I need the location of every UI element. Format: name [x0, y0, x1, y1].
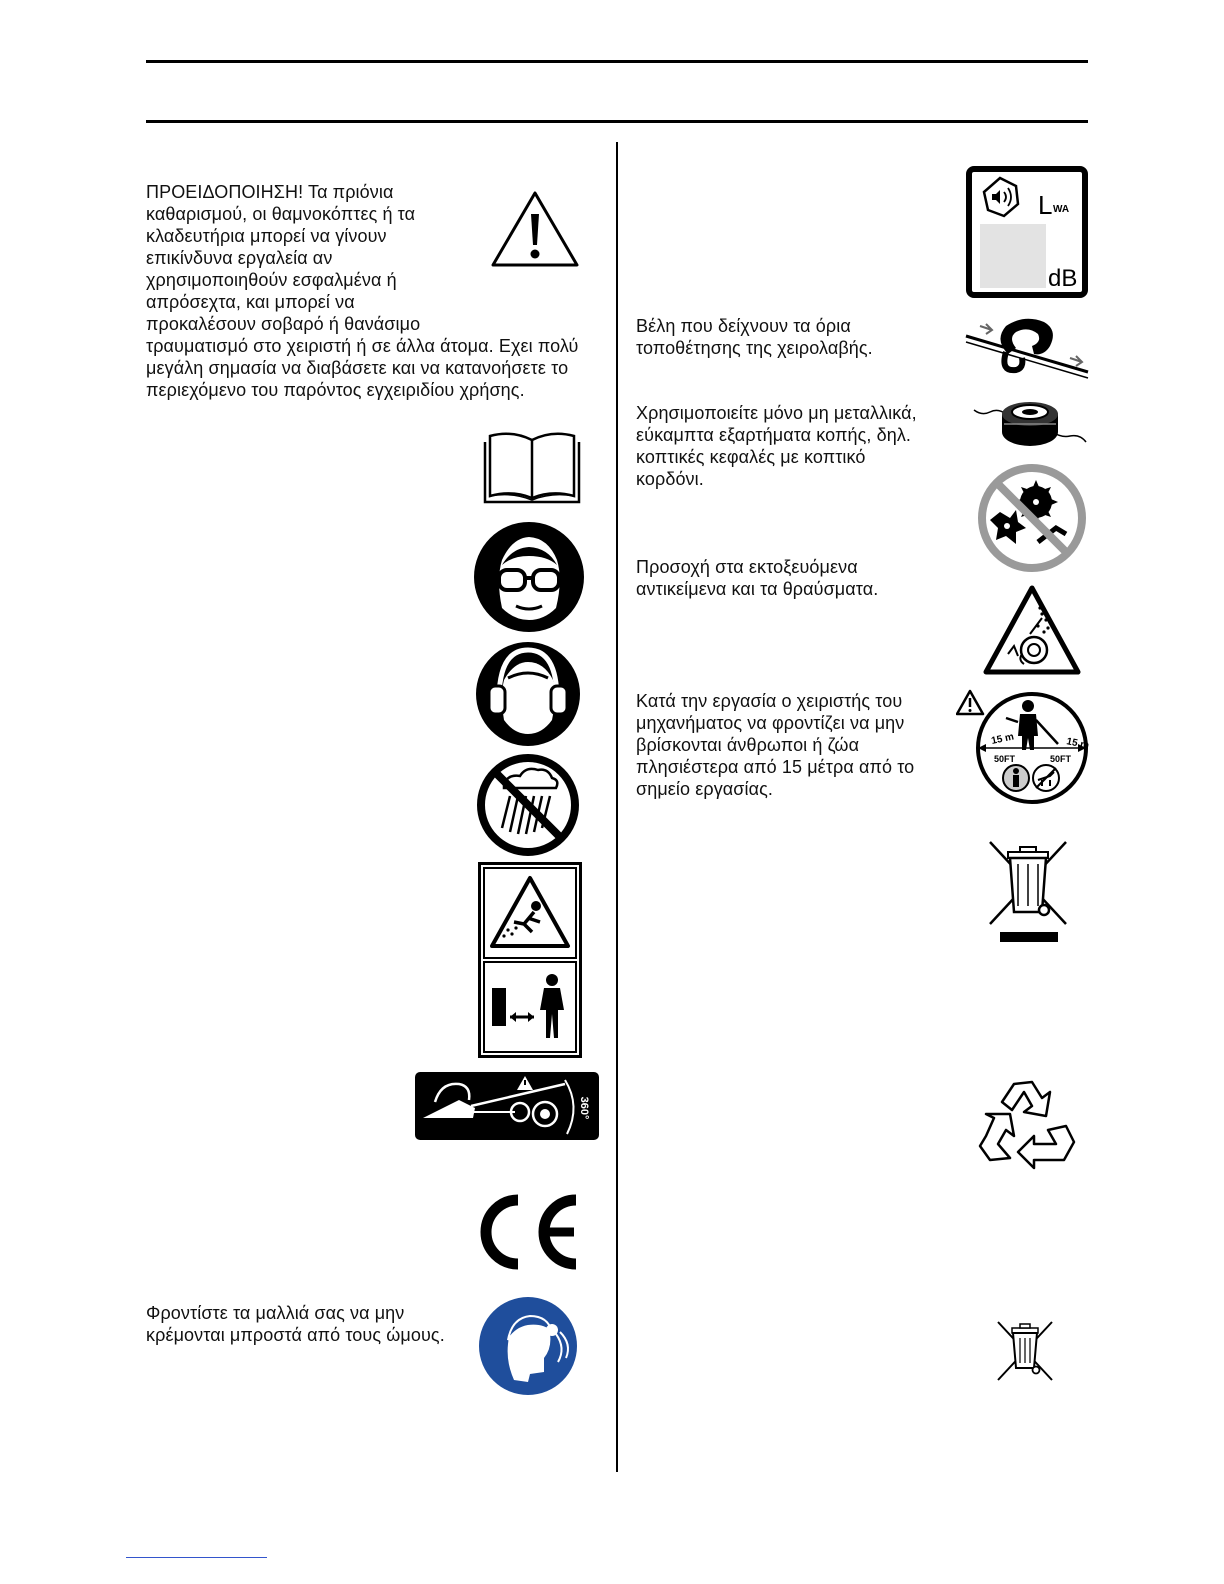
text-line: Βέλη που δείχνουν τα όρια [636, 316, 851, 336]
sound-power-icon [966, 166, 1088, 298]
distance-right-ft: 50FT [1050, 754, 1072, 764]
thrown-debris-icon [982, 584, 1082, 676]
handle-arrows-icon [964, 312, 1090, 382]
text-line: Κατά την εργασία ο χειριστής του [636, 691, 903, 711]
text-line: προκαλέσουν σοβαρό ή θανάσιμο [146, 314, 421, 334]
debris-paragraph [636, 556, 878, 600]
distance-left-m: 15 m [990, 731, 1015, 747]
text-line: σημείο εργασίας. [636, 779, 773, 799]
distance-paragraph [636, 690, 914, 800]
text-line: χρησιμοποιηθούν εσφαλμένα ή [146, 270, 397, 290]
text-line: ΠΡΟΕΙΔΟΠΟΙΗΣΗ! Τα πριόνια [146, 182, 394, 202]
text-line: επικίνδυνα εργαλεία αν [146, 248, 333, 268]
warning-triangle-icon [490, 190, 580, 268]
thrown-objects-distance-icon [478, 862, 582, 1058]
rotation-360-icon [415, 1072, 599, 1140]
text-line: εύκαμπτα εξαρτήματα κοπής, δηλ. [636, 425, 912, 445]
text-line: βρίσκονται άνθρωποι ή ζώα [636, 735, 860, 755]
text-line: τραυματισμό στο χειριστή ή σε άλλα άτομα. Εχει πολύ [146, 336, 579, 356]
hair-paragraph [146, 1302, 445, 1346]
text-line: κλαδευτήρια μπορεί να γίνουν [146, 226, 387, 246]
text-line: Φροντίστε τα μαλλιά σας να μην [146, 1303, 405, 1323]
ear-protection-icon [474, 640, 582, 748]
crossed-bin-with-bar-icon [986, 840, 1072, 944]
lwa-subscript: WA [1053, 204, 1070, 215]
text-line: πλησιέστερα από 15 μέτρα από το [636, 757, 915, 777]
text-line: μηχανήματος να φροντίζει να μην [636, 713, 905, 733]
text-line: περιεχόμενο του παρόντος εγχειριδίου χρήσης. [146, 380, 525, 400]
trimmer-head-icon [972, 396, 1088, 452]
text-line: κοπτικές κεφαλές με κοπτικό [636, 447, 866, 467]
text-line: κρέμονται μπροστά από τους ώμους. [146, 1325, 445, 1345]
distance-15m-icon [956, 688, 1090, 806]
text-line: αντικείμενα και τα θραύσματα. [636, 579, 879, 599]
ce-mark-icon [474, 1192, 584, 1272]
lwa-label: L [1038, 190, 1053, 220]
text-line: απρόσεχτα, και μπορεί να [146, 292, 355, 312]
handle-paragraph [636, 315, 873, 359]
eye-protection-icon [472, 520, 586, 634]
recycle-icon [976, 1074, 1080, 1174]
no-rain-icon [474, 752, 582, 858]
tie-hair-icon [478, 1296, 578, 1396]
crossed-bin-icon [996, 1318, 1054, 1384]
nonmetal-paragraph [636, 402, 917, 490]
column-divider [616, 142, 618, 1472]
footer-link-underline [126, 1557, 267, 1558]
text-line: κορδόνι. [636, 469, 704, 489]
distance-right-m: 15 m [1065, 736, 1090, 752]
text-line: Προσοχή στα εκτοξευόμενα [636, 557, 858, 577]
text-line: τοποθέτησης της χειρολαβής. [636, 338, 873, 358]
read-manual-icon [482, 430, 582, 506]
no-metal-blades-icon [976, 462, 1088, 574]
header-rule [146, 120, 1088, 123]
distance-left-ft: 50FT [994, 754, 1016, 764]
text-line: μεγάλη σημασία να διαβάσετε και να κατανοήσετε το [146, 358, 569, 378]
db-unit: dB [1048, 265, 1078, 292]
text-line: καθαρισμού, οι θαμνοκόπτες ή τα [146, 204, 416, 224]
text-line: Χρησιμοποιείτε μόνο μη μεταλλικά, [636, 403, 917, 423]
rotation-label: 360° [578, 1096, 590, 1120]
top-rule [146, 60, 1088, 63]
